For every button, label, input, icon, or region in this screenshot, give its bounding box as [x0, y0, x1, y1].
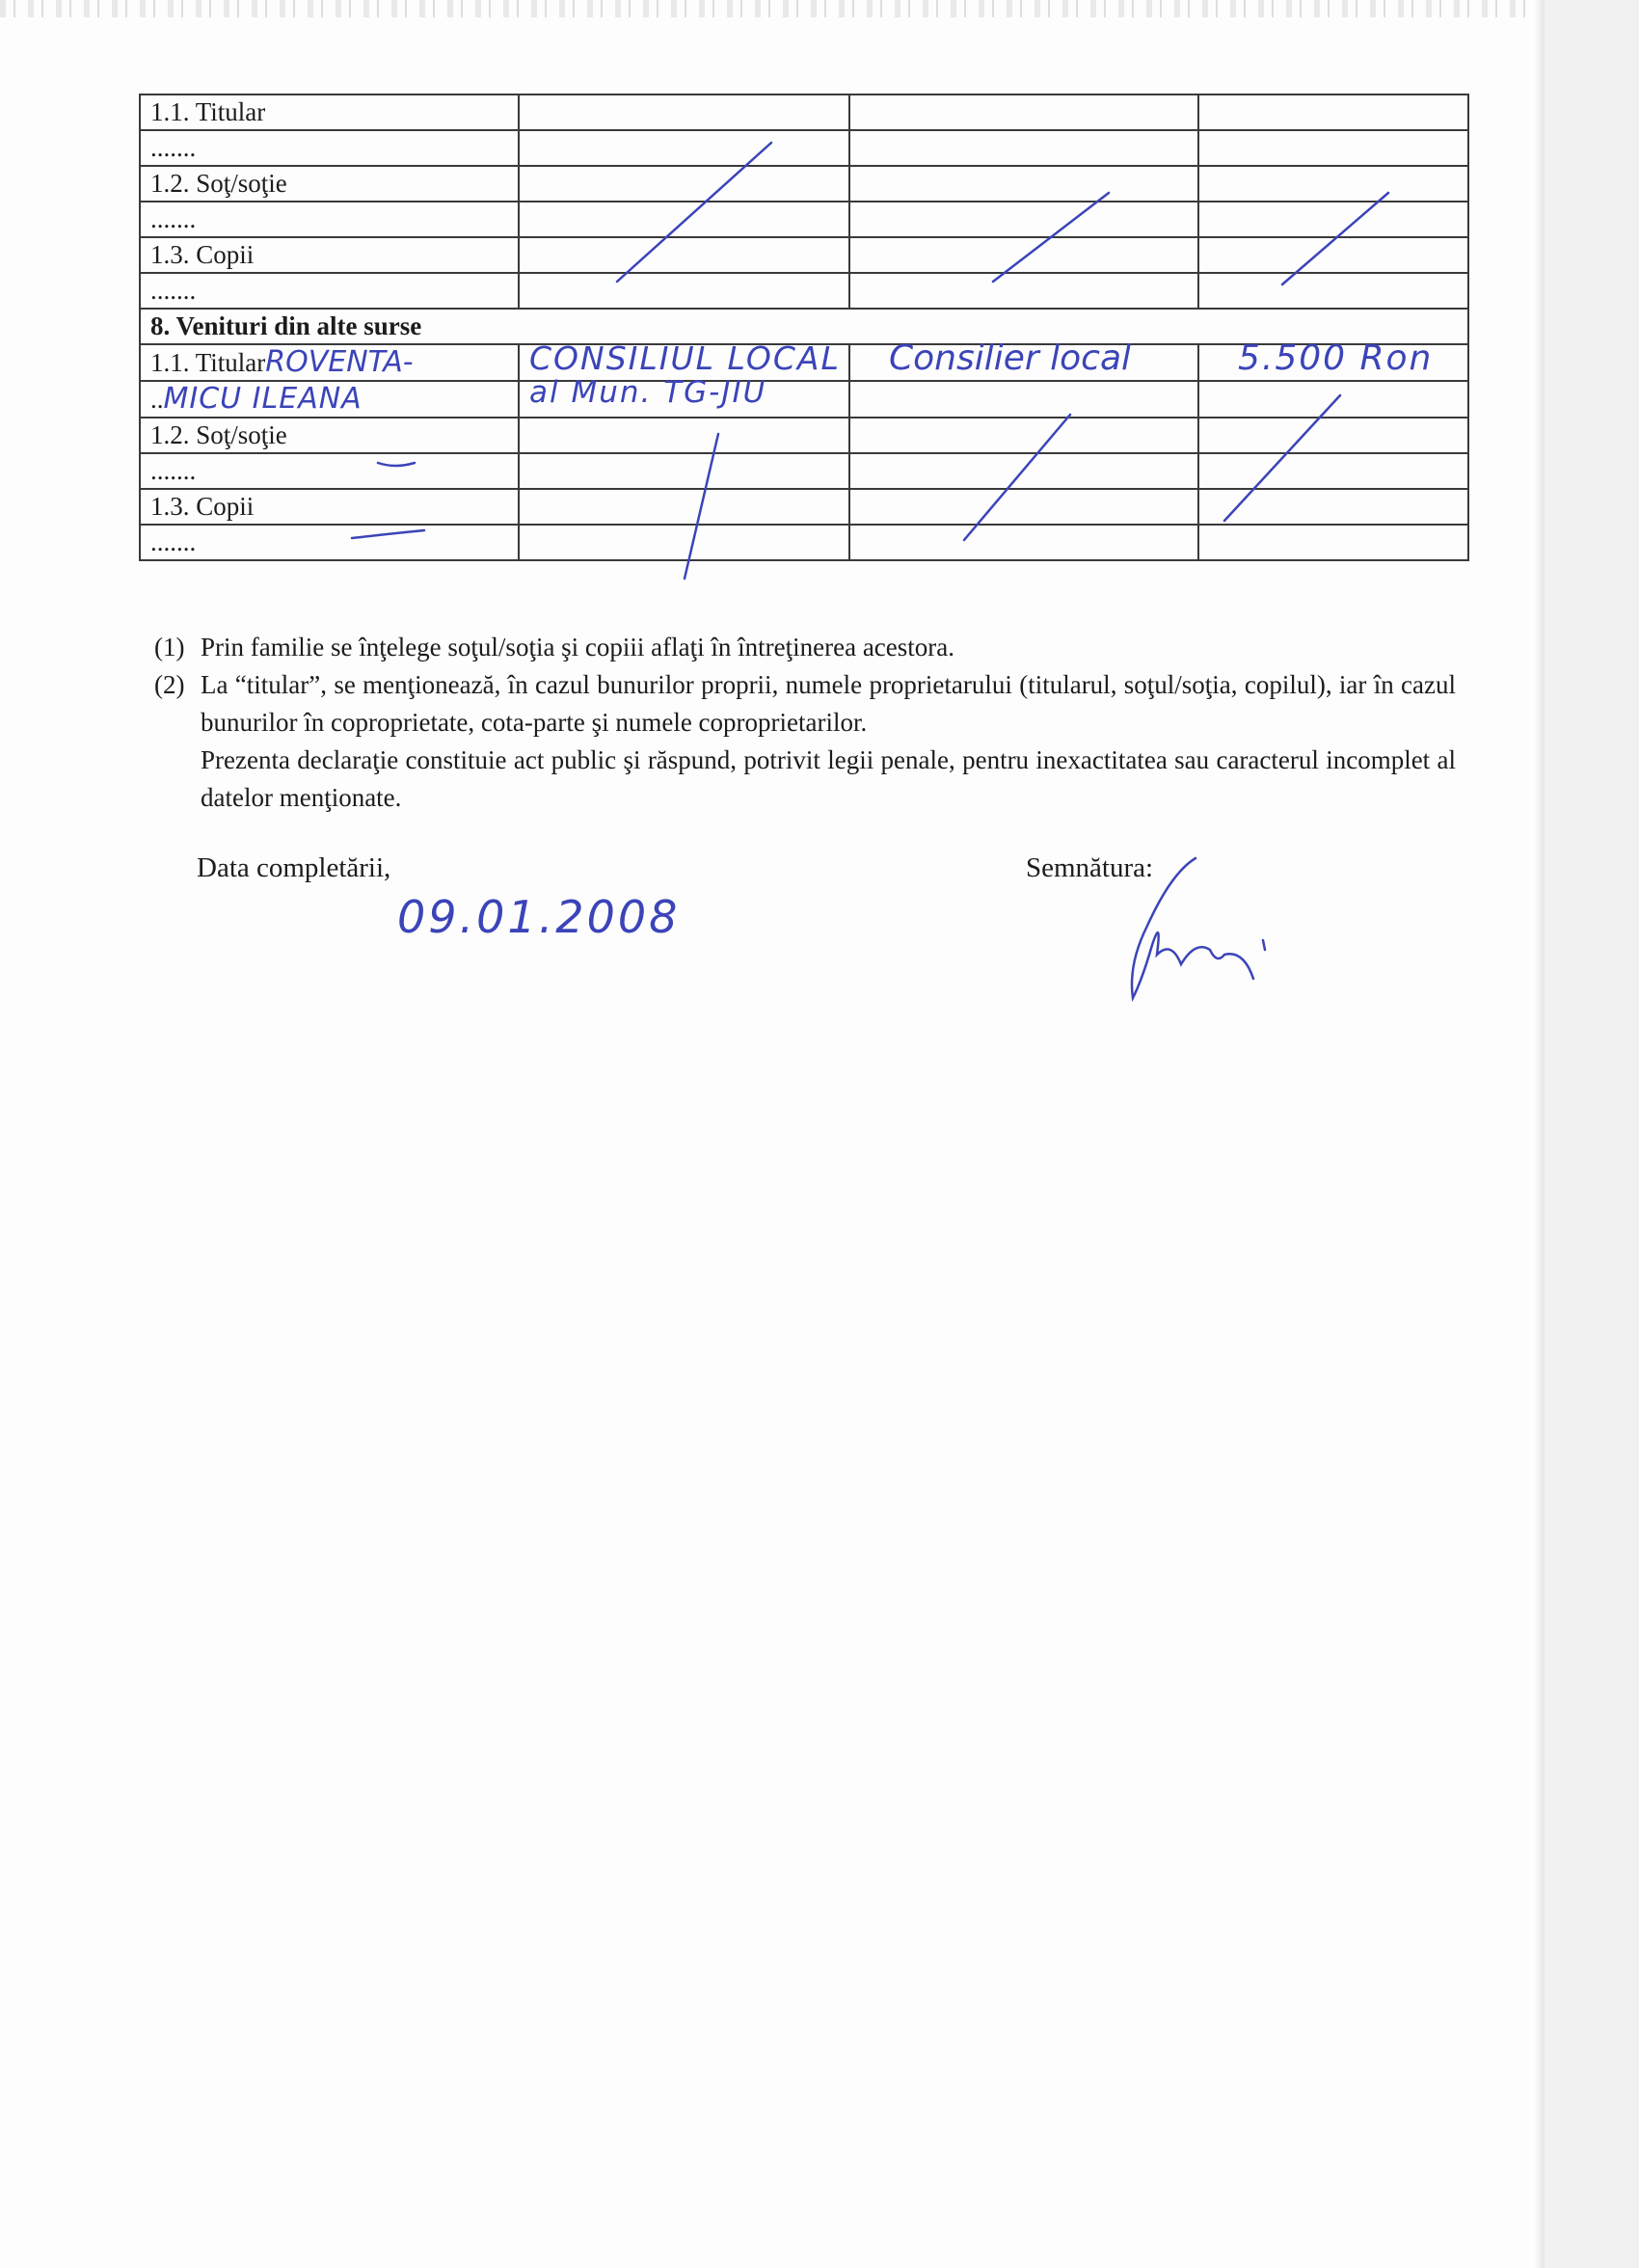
table-cell — [849, 94, 1198, 130]
table-cell — [519, 525, 849, 560]
table-cell — [849, 489, 1198, 525]
date-label: Data completării, — [197, 852, 391, 883]
table-row — [140, 94, 1468, 130]
table-cell — [1198, 94, 1468, 130]
row-label — [140, 344, 519, 381]
table-row — [140, 166, 1468, 202]
footnote-1 — [154, 629, 1456, 666]
table-row — [140, 202, 1468, 237]
scan-top-edge — [0, 0, 1543, 17]
handwritten-source-line2: al Mun. TG-JIU — [529, 375, 767, 410]
footnote-2 — [154, 666, 1456, 742]
row-label: 1.3. Copii — [140, 489, 519, 525]
table-row — [140, 418, 1468, 453]
footnote-number: (1) — [154, 633, 185, 662]
table-row — [140, 130, 1468, 166]
declaration-table — [139, 94, 1469, 561]
table-row — [140, 453, 1468, 489]
table-cell — [849, 166, 1198, 202]
table-cell — [519, 453, 849, 489]
row-label: ....... — [140, 130, 519, 166]
table-cell — [1198, 166, 1468, 202]
row-label: ....... — [140, 273, 519, 309]
table-cell — [1198, 237, 1468, 273]
footnotes — [154, 629, 1456, 817]
table-cell — [519, 166, 849, 202]
row-label: 1.2. Soţ/soţie — [140, 166, 519, 202]
table-cell — [519, 237, 849, 273]
handwritten-name-line2: MICU ILEANA — [163, 382, 363, 416]
table-cell — [849, 130, 1198, 166]
table-cell — [519, 489, 849, 525]
signature-label: Semnătura: — [1026, 852, 1154, 883]
table-cell — [849, 381, 1198, 418]
table-row — [140, 489, 1468, 525]
table-row — [140, 525, 1468, 560]
row-label: 1.3. Copii — [140, 237, 519, 273]
row-label: ....... — [140, 525, 519, 560]
section-8-title: 8. Venituri din alte surse — [140, 309, 1468, 344]
table-cell — [1198, 130, 1468, 166]
table-cell — [849, 453, 1198, 489]
table-cell — [519, 202, 849, 237]
table-cell — [1198, 453, 1468, 489]
handwritten-source-line1: CONSILIUL LOCAL — [529, 339, 841, 377]
handwritten-date: 09.01.2008 — [397, 891, 681, 943]
row-label: ....... — [140, 453, 519, 489]
table-cell — [1198, 525, 1468, 560]
handwritten-name-line1: ROVENTA- — [265, 345, 414, 379]
table-cell — [849, 418, 1198, 453]
table-cell — [849, 525, 1198, 560]
table-cell — [519, 375, 849, 418]
row-label: 1.2. Soţ/soţie — [140, 418, 519, 453]
row-label: 1.1. Titular — [140, 94, 519, 130]
row-label-text: 1.1. Titular — [150, 348, 266, 377]
row-label-prefix: .. — [150, 385, 164, 414]
table-cell — [1198, 273, 1468, 309]
handwritten-income: 5.500 Ron — [1238, 338, 1434, 378]
footnote-text: Prezenta declaraţie constituie act public şi răspund, potrivit legii penale, pentru inexactitatea sau caracterul incomplet al datelor menţionate. — [201, 745, 1456, 812]
table-cell — [1198, 489, 1468, 525]
table-cell — [1198, 418, 1468, 453]
table-row — [140, 273, 1468, 309]
table-cell — [849, 202, 1198, 237]
table-cell — [519, 94, 849, 130]
row-label — [140, 381, 519, 418]
table-cell — [849, 338, 1198, 381]
table-cell — [519, 130, 849, 166]
table-row — [140, 344, 1468, 381]
row-label: ....... — [140, 202, 519, 237]
footnote-number: (2) — [154, 670, 185, 699]
table-row — [140, 237, 1468, 273]
table-cell — [1198, 202, 1468, 237]
table-cell — [519, 418, 849, 453]
table-cell — [1198, 381, 1468, 418]
scan-page-edge — [1533, 0, 1545, 2268]
footnote-text: La “titular”, se menţionează, în cazul bunurilor proprii, numele proprietarului (titularul, soţul/soţia, copilul), iar în cazul bunurilor în coproprietate, cota-parte şi numele coproprietarilor. — [201, 670, 1456, 737]
table-cell — [849, 237, 1198, 273]
table-row — [140, 381, 1468, 418]
handwritten-service: Consilier local — [889, 338, 1132, 378]
table-cell — [1198, 338, 1468, 381]
table-cell — [849, 273, 1198, 309]
scan-right-margin — [1543, 0, 1639, 2268]
footnote-3 — [154, 742, 1456, 817]
footnote-text: Prin familie se înţelege soţul/soţia şi copiii aflaţi în întreţinerea acestora. — [201, 633, 954, 662]
table-cell — [519, 273, 849, 309]
